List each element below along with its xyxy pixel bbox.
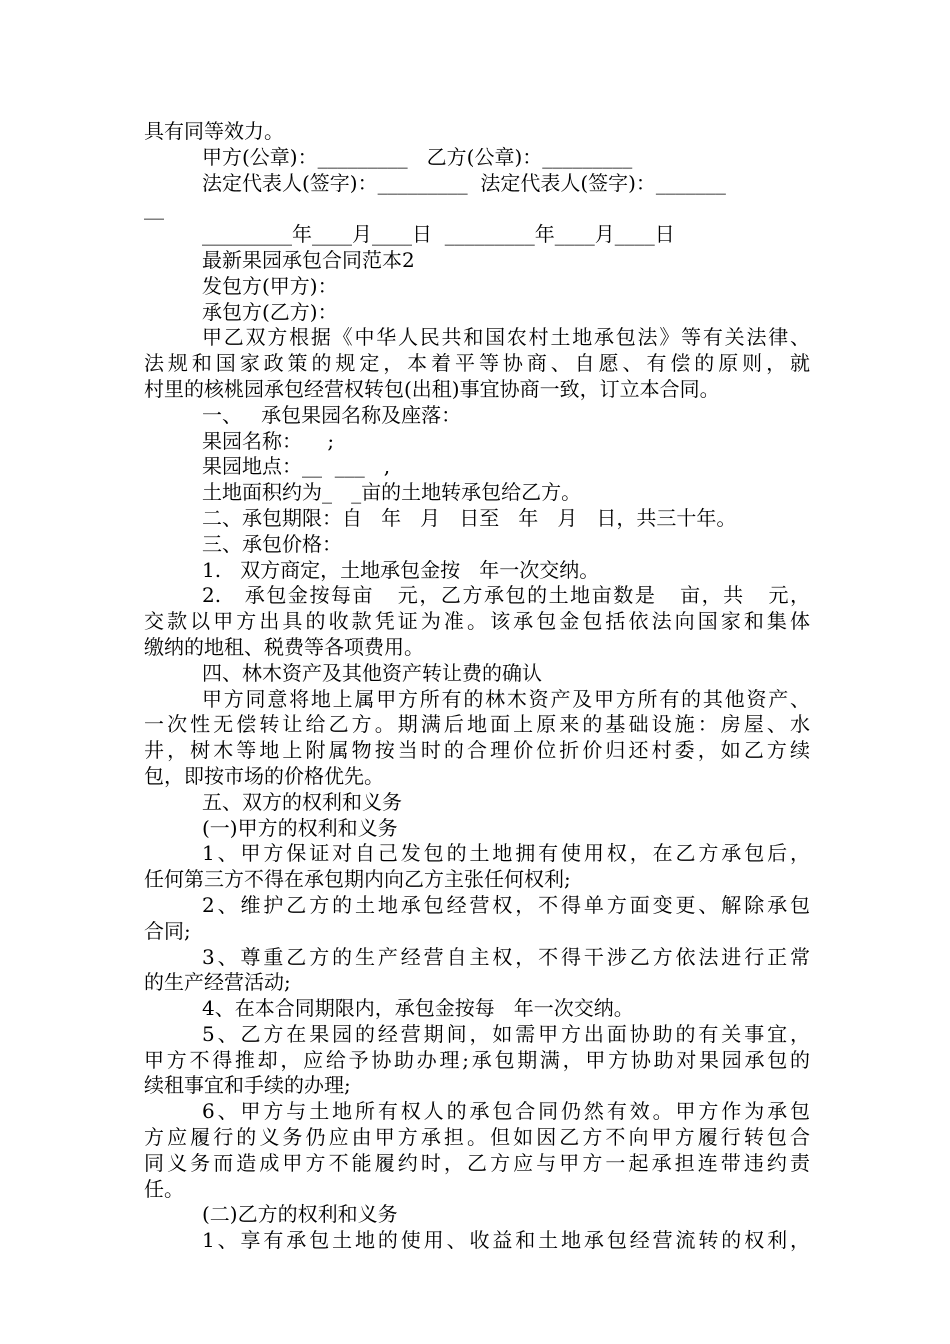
text-line: 甲方不得推却，应给予协助办理;承包期满，甲方协助对果园承包的: [144, 1047, 810, 1072]
text-line: 法规和国家政策的规定，本着平等协商、自愿、有偿的原则，就: [144, 351, 810, 376]
text-line: 甲方同意将地上属甲方所有的林木资产及甲方所有的其他资产、: [202, 686, 810, 711]
section-heading: 五、双方的权利和义务: [202, 789, 402, 814]
signature-line-wrap: __: [144, 196, 164, 221]
section-heading: 三、承包价格：: [202, 531, 342, 556]
text-line: 果园地点：__ ___ ,: [202, 454, 391, 479]
text-line: 果园名称： ;: [202, 428, 335, 453]
text-line: 3、尊重乙方的生产经营自主权，不得干涉乙方依法进行正常: [202, 944, 810, 969]
text-line: 的生产经营活动;: [144, 970, 291, 995]
text-line: 土地面积约为_ _亩的土地转承包给乙方。: [202, 480, 582, 505]
text-line: 方应履行的义务仍应由甲方承担。但如因乙方不向甲方履行转包合: [144, 1125, 810, 1150]
text-line: 续租事宜和手续的办理;: [144, 1073, 351, 1098]
signature-line-representative: 法定代表人(签字)：_________ 法定代表人(签字)：_______: [202, 170, 726, 195]
subsection-heading: (一)甲方的权利和义务: [202, 815, 398, 840]
text-line: 甲乙双方根据《中华人民共和国农村土地承包法》等有关法律、: [202, 325, 810, 350]
text-line: 4、在本合同期限内，承包金按每 年一次交纳。: [202, 996, 634, 1021]
text-line: 交款以甲方出具的收款凭证为准。该承包金包括依法向国家和集体: [144, 609, 810, 634]
signature-line-seal: 甲方(公章)：_________ 乙方(公章)：_________: [202, 144, 633, 169]
section-heading: 一、 承包果园名称及座落：: [202, 402, 462, 427]
text-line: 6、甲方与土地所有权人的承包合同仍然有效。甲方作为承包: [202, 1099, 810, 1124]
section-heading: 四、林木资产及其他资产转让费的确认: [202, 660, 542, 685]
text-line: 1、甲方保证对自己发包的土地拥有使用权，在乙方承包后，: [202, 841, 810, 866]
text-line: 5、乙方在果园的经营期间，如需甲方出面协助的有关事宜，: [202, 1021, 810, 1046]
text-line: 缴纳的地租、税费等各项费用。: [144, 634, 424, 659]
contract-title: 最新果园承包合同范本2: [202, 247, 415, 272]
text-line: 1. 双方商定，土地承包金按 年一次交纳。: [202, 557, 600, 582]
text-line: 包，即按市场的价格优先。: [144, 763, 384, 788]
text-line: 井，树木等地上附属物按当时的合理价位折价归还村委，如乙方续: [144, 738, 810, 763]
text-line: 具有同等效力。: [144, 119, 284, 143]
text-line: 2. 承包金按每亩 元，乙方承包的土地亩数是 亩，共 元，: [202, 583, 810, 608]
date-line: _________年____月____日 _________年____月____日: [202, 222, 675, 247]
text-line: 1、享有承包土地的使用、收益和土地承包经营流转的权利，: [202, 1228, 810, 1253]
section-heading: 二、承包期限：自 年 月 日至 年 月 日，共三十年。: [202, 505, 737, 530]
document-page: [144, 119, 810, 1254]
text-line: 村里的核桃园承包经营权转包(出租)事宜协商一致，订立本合同。: [144, 376, 720, 401]
text-line: 任何第三方不得在承包期内向乙方主张任何权利;: [144, 867, 571, 892]
text-line: 一次性无偿转让给乙方。期满后地面上原来的基础设施：房屋、水: [144, 712, 810, 737]
party-a-line: 发包方(甲方)：: [202, 273, 338, 298]
text-line: 2、维护乙方的土地承包经营权，不得单方面变更、解除承包: [202, 892, 810, 917]
party-b-line: 承包方(乙方)：: [202, 299, 338, 324]
subsection-heading: (二)乙方的权利和义务: [202, 1202, 398, 1227]
text-line: 任。: [144, 1176, 184, 1201]
text-line: 同义务而造成甲方不能履约时，乙方应与甲方一起承担连带违约责: [144, 1150, 810, 1175]
text-line: 合同;: [144, 918, 191, 943]
